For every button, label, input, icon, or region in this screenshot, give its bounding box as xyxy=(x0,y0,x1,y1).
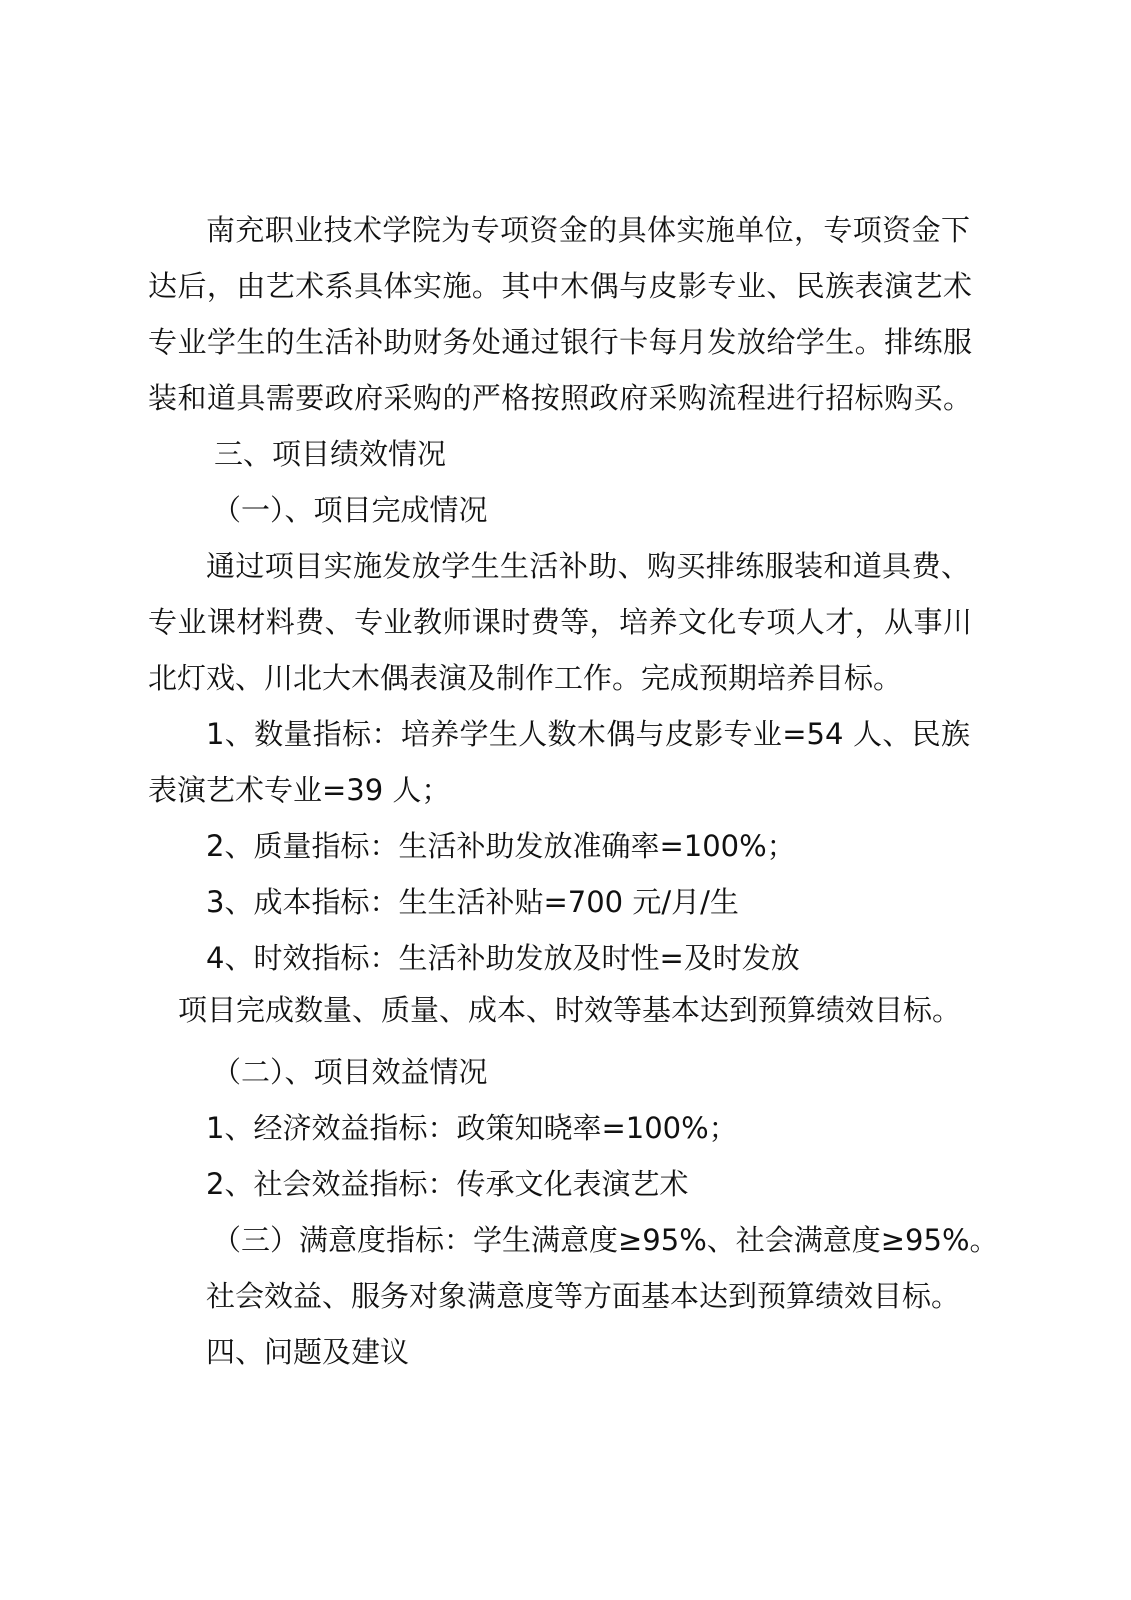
timeliness-indicator: 4、时效指标：生活补助发放及时性=及时发放 xyxy=(206,941,800,975)
economic-benefit-indicator: 1、经济效益指标：政策知晓率=100%； xyxy=(206,1111,738,1145)
subsection-heading-benefit: （二）、项目效益情况 xyxy=(212,1055,488,1089)
paragraph-line: 南充职业技术学院为专项资金的具体实施单位，专项资金下 xyxy=(206,213,970,247)
paragraph-line: 装和道具需要政府采购的严格按照政府采购流程进行招标购买。 xyxy=(148,381,972,415)
paragraph-line: 专业学生的生活补助财务处通过银行卡每月发放给学生。排练服 xyxy=(148,325,972,359)
cost-indicator: 3、成本指标：生生活补贴=700 元/月/生 xyxy=(206,885,739,919)
section-heading-performance: 三、项目绩效情况 xyxy=(214,437,447,471)
benefit-summary: 社会效益、服务对象满意度等方面基本达到预算绩效目标。 xyxy=(206,1279,961,1313)
section-heading-issues: 四、问题及建议 xyxy=(206,1335,410,1369)
completion-summary: 项目完成数量、质量、成本、时效等基本达到预算绩效目标。 xyxy=(178,993,962,1027)
quality-indicator: 2、质量指标：生活补助发放准确率=100%； xyxy=(206,829,796,863)
indicator-line: 1、数量指标：培养学生人数木偶与皮影专业=54 人、民族 xyxy=(206,717,970,751)
indicator-line: 表演艺术专业=39 人； xyxy=(148,773,451,807)
paragraph-line: 达后，由艺术系具体实施。其中木偶与皮影专业、民族表演艺术 xyxy=(148,269,972,303)
satisfaction-indicator: （三）满意度指标：学生满意度≥95%、社会满意度≥95%。 xyxy=(212,1223,999,1257)
paragraph-line: 北灯戏、川北大木偶表演及制作工作。完成预期培养目标。 xyxy=(148,661,903,695)
social-benefit-indicator: 2、社会效益指标：传承文化表演艺术 xyxy=(206,1167,689,1201)
paragraph-line: 通过项目实施发放学生生活补助、购买排练服装和道具费、 xyxy=(206,549,970,583)
subsection-heading-completion: （一）、项目完成情况 xyxy=(212,493,488,527)
paragraph-line: 专业课材料费、专业教师课时费等，培养文化专项人才，从事川 xyxy=(148,605,972,639)
